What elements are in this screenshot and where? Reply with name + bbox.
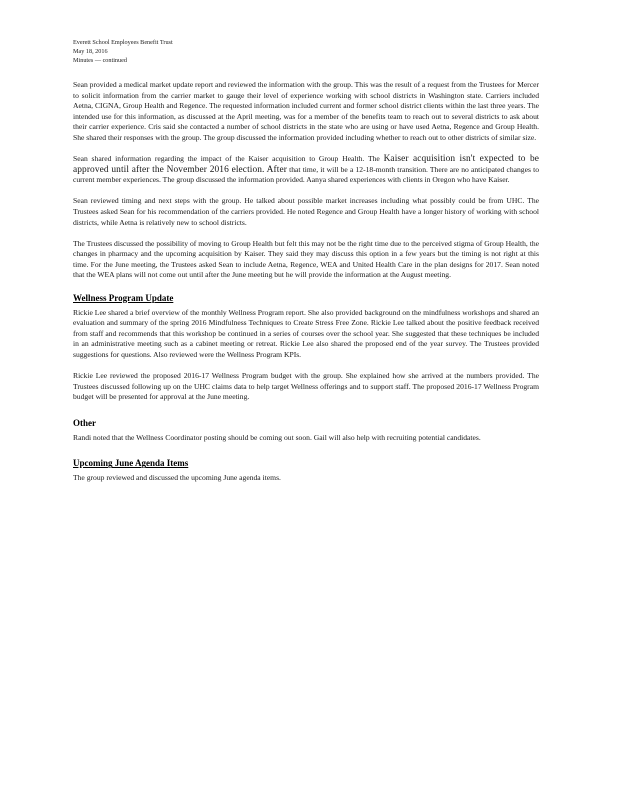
heading-other: Other [73,417,96,428]
paragraph-upcoming-agenda: The group reviewed and discussed the upcoming June agenda items. [73,473,281,483]
header-minutes-label: Minutes — continued [73,57,127,64]
header-date: May 18, 2016 [73,48,108,55]
heading-wellness-program-update: Wellness Program Update [73,292,174,303]
paragraph-timing-next-steps: Sean reviewed timing and next steps with the group. He talked about possible market increases including what possibly could be from UHC. The Trustees asked Sean for his recommendation of the carriers provided. He noted Regence and Group Health have a longer history of working with school districts, while Aetna is relatively new to school districts. [73,196,539,227]
kaiser-text-part-3: that time, it will be a 12-18-month transition. There are no anticipated changes to current member experiences. The group discussed the information provided. Aanya shared experiences with clients in Oregon who have Kaiser. [73,164,539,185]
paragraph-wellness-budget: Rickie Lee reviewed the proposed 2016-17 Wellness Program budget with the group. She explained how she arrived at the numbers provided. The Trustees discussed following up on the UHC claims data to help target Wellness offerings and to support staff. The proposed 2016-17 Wellness Program budget will be presented for approval at the June meeting. [73,370,539,402]
kaiser-text-part-1: Sean shared information regarding the impact of the Kaiser acquisition to Group Health. The [73,154,380,164]
header-organization: Everett School Employees Benefit Trust [73,39,173,46]
paragraph-trustees-discussion: The Trustees discussed the possibility of moving to Group Health but felt this may not be the right time due to the perceived stigma of Group Health, the changes in pharmacy and the upcoming acquisition by Kaiser. They said they may discuss this option in a few years but the timing is not right at this time. For the June meeting, the Trustees asked Sean to include Aetna, Regence, WEA and United Health Care in the plan designs for 2017. Sean noted that the WEA plans will not come out until after the June meeting but he will provide the information at the August meeting. [73,238,539,280]
page-header [73,38,373,65]
paragraph-other: Randi noted that the Wellness Coordinator posting should be coming out soon. Gail will also help with recruiting potential candidates. [73,432,481,442]
heading-upcoming-agenda: Upcoming June Agenda Items [73,458,189,469]
paragraph-kaiser-acquisition [73,154,539,186]
paragraph-wellness-overview: Rickie Lee shared a brief overview of the monthly Wellness Program report. She also provided background on the mindfulness workshops and shared an evaluation and summary of the spring 2016 Mindfulness Techniques to Create Stress Free Zone. Rickie Lee talked about the positive feedback received from staff and recommends that this workshop be continued in a series of courses over the school year. She suggested that these techniques be included in an administrative meeting such as a cabinet meeting or retreat. Rickie Lee also shared the proposed end of the year survey. The Trustees provided suggestions for questions. Also reviewed were the Wellness Program KPIs. [73,307,539,359]
paragraph-market-update: Sean provided a medical market update report and reviewed the information with the group. This was the result of a request from the Trustees for Mercer to solicit information from the carrier market to gauge their level of experience working with school districts in Washington state. Carriers included Aetna, CIGNA, Group Health and Regence. The requested information included current and former school district clients within the last three years. The intended use for this information, as discussed at the April meeting, was for a member of the benefits team to reach out to several districts to ask about their carrier experience. Cris said she contacted a number of school districts in the state who are using or have used Aetna, Regence and Group Health. She shared their responses with the group. The group discussed the information provided including whether to reach out to other districts of similar size. [73,80,539,142]
document-body [73,80,539,494]
kaiser-text-part-2: Kaiser acquisition isn't expected to be approved until after the November 2016 election. After [73,154,539,175]
